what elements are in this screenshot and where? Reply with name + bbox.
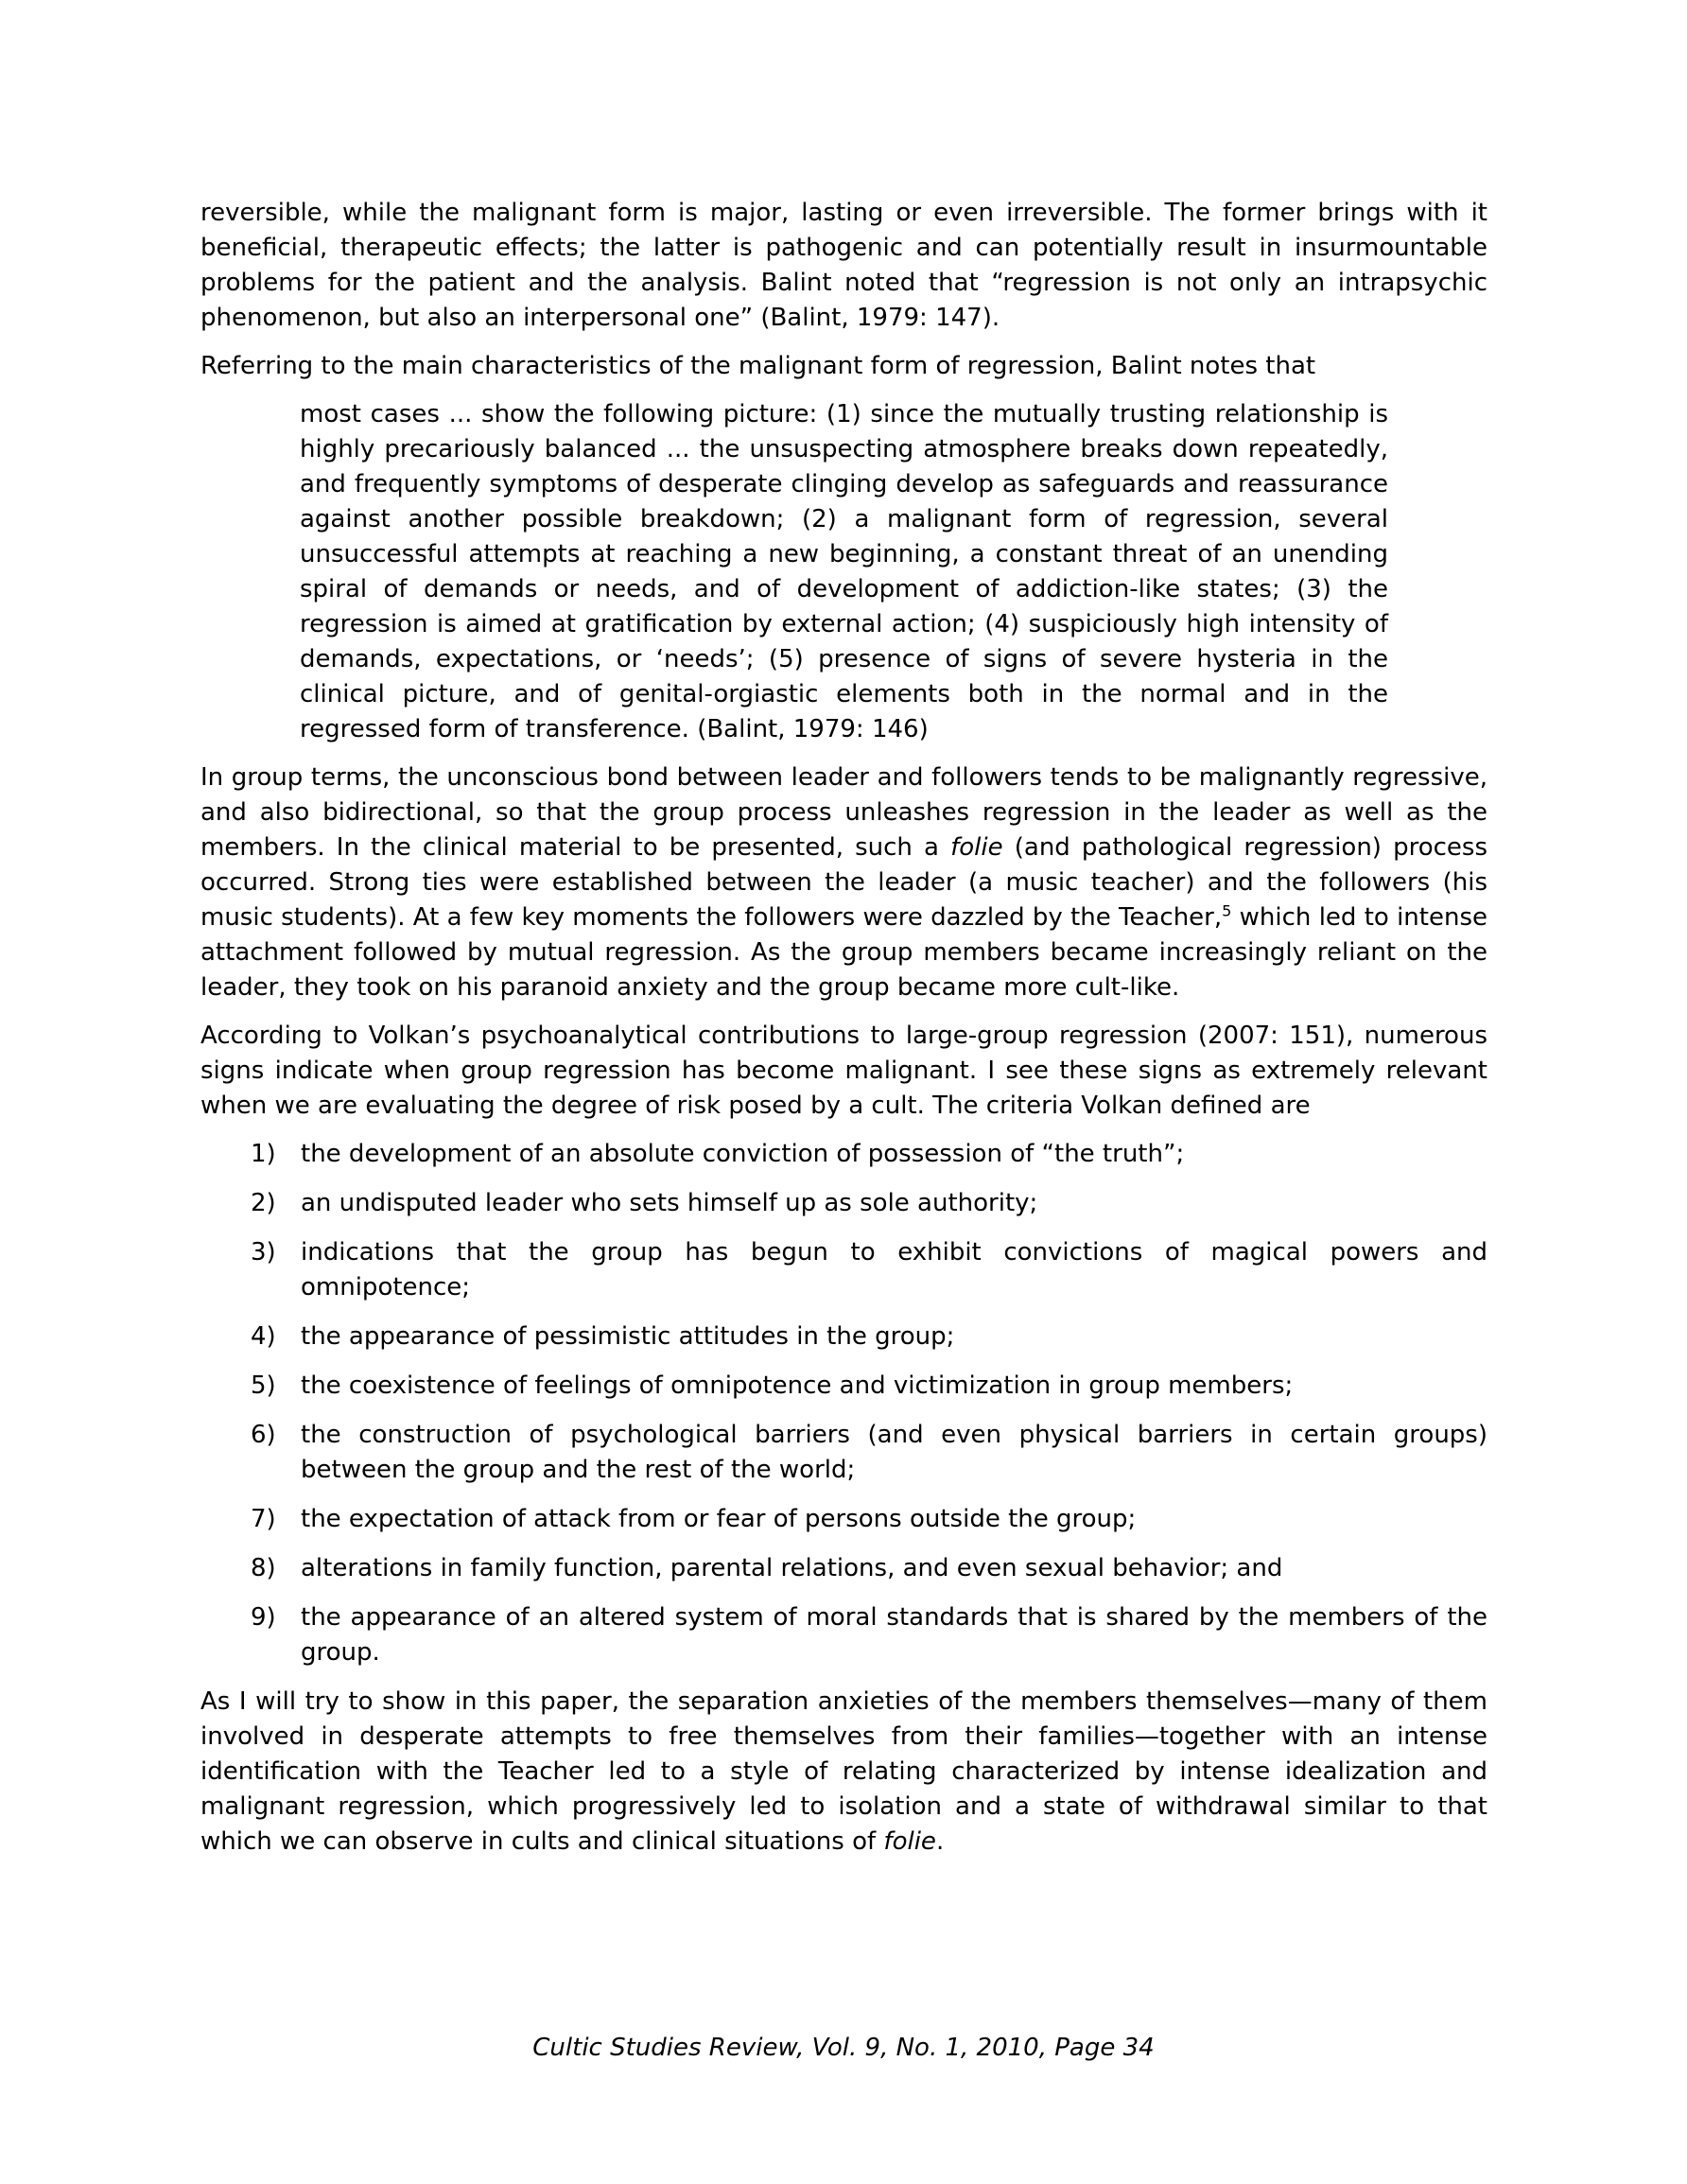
text-run: which led to intense attachment followed by mutual regression. As the group members became increasingly reliant on the leader, they took on his paranoid anxiety and the group became more cult-like. xyxy=(200,903,1487,1002)
text-run: Referring to the main characteristics of the malignant form of regression, Balint notes that xyxy=(200,352,1316,380)
list-item-number: 1) xyxy=(251,1140,276,1168)
list-item-text xyxy=(301,1140,1184,1168)
list-item-5 xyxy=(200,1369,1487,1404)
list-item-3 xyxy=(200,1235,1487,1305)
list-item-2 xyxy=(200,1186,1487,1221)
list-item-text xyxy=(301,1238,1487,1302)
list-item-7 xyxy=(200,1502,1487,1537)
text-run: the coexistence of feelings of omnipotence and victimization in group members; xyxy=(301,1372,1294,1400)
page-footer-citation: Cultic Studies Review, Vol. 9, No. 1, 2010, Page 34 xyxy=(532,2034,1155,2062)
list-item-9 xyxy=(200,1600,1487,1670)
list-item-number: 9) xyxy=(251,1603,276,1632)
list-item-number: 6) xyxy=(251,1421,276,1449)
text-run: the appearance of an altered system of moral standards that is shared by the members of the group. xyxy=(301,1603,1487,1667)
text-run: most cases ... show the following picture: (1) since the mutually trusting relationship is highly precariously balanced ... the unsuspecting atmosphere breaks down repeatedly, and frequently symptoms of desperate clinging develop as safeguards and reassurance against another possible breakdown; (2) a malignant form of regression, several unsuccessful attempts at reaching a new beginning, a constant threat of an unending spiral of demands or needs, and of development of addiction-like states; (3) the regression is aimed at gratification by external action; (4) suspiciously high intensity of demands, expectations, or ‘needs’; (5) presence of signs of severe hysteria in the clinical picture, and of genital-orgiastic elements both in the normal and in the regressed form of transference. (Balint, 1979: 146) xyxy=(300,400,1388,743)
paragraph-group-terms xyxy=(200,760,1487,1005)
text-run: an undisputed leader who sets himself up as sole authority; xyxy=(301,1189,1038,1217)
text-run: the appearance of pessimistic attitudes in the group; xyxy=(301,1322,955,1351)
list-item-text xyxy=(301,1322,954,1351)
list-item-text xyxy=(301,1603,1487,1667)
volkan-criteria-list xyxy=(200,1137,1487,1670)
paragraph-conclusion xyxy=(200,1685,1487,1860)
text-run: the development of an absolute conviction of possession of “the truth”; xyxy=(301,1140,1185,1168)
list-item-number: 8) xyxy=(251,1554,276,1582)
page-body-text xyxy=(200,196,1487,1873)
list-item-text xyxy=(301,1421,1487,1484)
italic-text-run: folie xyxy=(950,833,1003,862)
list-item-6 xyxy=(200,1418,1487,1488)
paragraph-volkan-criteria-intro xyxy=(200,1019,1487,1124)
list-item-number: 3) xyxy=(251,1238,276,1267)
text-run: the expectation of attack from or fear of persons outside the group; xyxy=(301,1505,1137,1533)
balint-block-quote xyxy=(300,397,1388,747)
list-item-8 xyxy=(200,1551,1487,1586)
text-run: . xyxy=(935,1827,945,1856)
footnote-ref: 5 xyxy=(1222,901,1232,920)
text-run: alterations in family function, parental relations, and even sexual behavior; and xyxy=(301,1554,1283,1582)
list-item-number: 5) xyxy=(251,1372,276,1400)
text-run: According to Volkan’s psychoanalytical contributions to large-group regression (2007: 151), numerous signs indicate when group regression has become malignant. I see these signs as extremely relevant when we are evaluating the degree of risk posed by a cult. The criteria Volkan defined are xyxy=(200,1022,1487,1120)
list-item-text xyxy=(301,1372,1293,1400)
italic-text-run: folie xyxy=(883,1827,936,1856)
paragraph-regression-forms xyxy=(200,196,1487,336)
text-run: the construction of psychological barriers (and even physical barriers in certain groups) between the group and the rest of the world; xyxy=(301,1421,1487,1484)
list-item-number: 2) xyxy=(251,1189,276,1217)
list-item-4 xyxy=(200,1319,1487,1354)
paragraph-referring-intro xyxy=(200,349,1487,384)
text-run: reversible, while the malignant form is major, lasting or even irreversible. The former brings with it beneficial, therapeutic effects; the latter is pathogenic and can potentially result in insurmountable problems for the patient and the analysis. Balint noted that “regression is not only an intrapsychic phenomenon, but also an interpersonal one” (Balint, 1979: 147). xyxy=(200,199,1487,332)
list-item-text xyxy=(301,1189,1037,1217)
list-item-number: 4) xyxy=(251,1322,276,1351)
text-run: indications that the group has begun to exhibit convictions of magical powers and omnipotence; xyxy=(301,1238,1487,1302)
list-item-1 xyxy=(200,1137,1487,1172)
list-item-text xyxy=(301,1505,1136,1533)
list-item-number: 7) xyxy=(251,1505,276,1533)
text-run: In group terms, the unconscious bond between leader and followers tends to be malignantly regressive, and also bidirectional, so that the group process unleashes regression in the leader as well as the members. In the clinical material to be presented, such a xyxy=(200,763,1487,862)
text-run: (and pathological regression) process occurred. Strong ties were established between the leader (a music teacher) and the followers (his music students). At a few key moments the followers were dazzled by the Teacher, xyxy=(200,833,1487,932)
text-run: As I will try to show in this paper, the separation anxieties of the members themselves—many of them involved in desperate attempts to free themselves from their families—together with an intense identification with the Teacher led to a style of relating characterized by intense idealization and malignant regression, which progressively led to isolation and a state of withdrawal similar to that which we can observe in cults and clinical situations of xyxy=(200,1687,1487,1856)
list-item-text xyxy=(301,1554,1282,1582)
